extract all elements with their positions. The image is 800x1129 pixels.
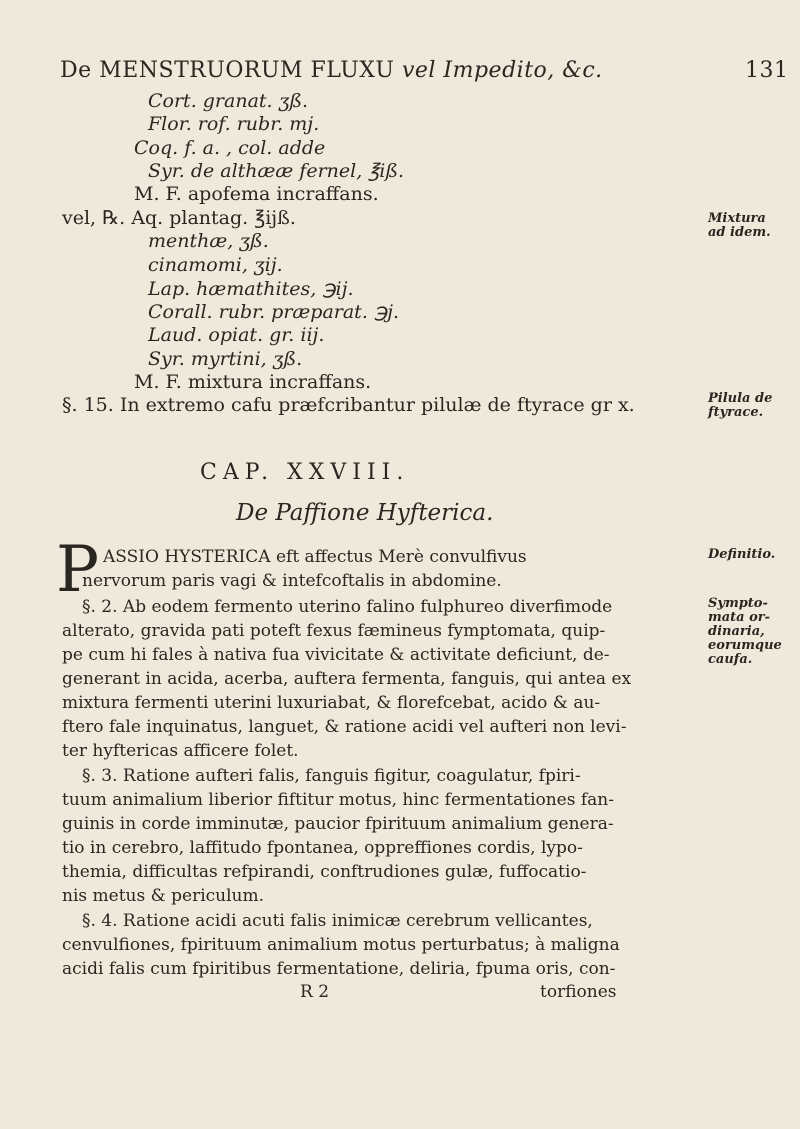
recipe-line: Cort. granat. ʒß. (148, 90, 309, 112)
body-line: themia, difficultas refpirandi, conftrudiones gulæ, fuffocatio- (62, 862, 587, 882)
body-line: mixtura fermenti uterini luxuriabat, & florefcebat, acido & au- (62, 693, 601, 713)
body-line: ter hyftericas afficere folet. (62, 741, 299, 761)
body-line: acidi falis cum fpiritibus fermentatione, deliria, fpuma oris, con- (62, 959, 616, 979)
recipe-line: Syr. myrtini, ʒß. (148, 348, 303, 370)
body-line: §. 3. Ratione aufteri falis, fanguis figitur, coagulatur, fpiri- (82, 766, 581, 786)
header-title: MENSTRUORUM FLUXU (99, 58, 395, 83)
body-line: ftero fale inquinatus, languet, & ratione acidi vel aufteri non levi- (62, 717, 627, 737)
recipe-line: Laud. opiat. gr. iij. (148, 324, 325, 346)
chapter-title: De Paffione Hyfterica. (236, 500, 494, 526)
recipe-line: Syr. de althææ fernel, ℥iß. (148, 160, 405, 182)
body-line: guinis in corde imminutæ, paucior fpirituum animalium genera- (62, 814, 614, 834)
page-number: 131 (745, 58, 789, 83)
body-line: cenvulfiones, fpirituum animalium motus perturbatus; à maligna (62, 935, 620, 955)
catchword: torfiones (540, 982, 617, 1002)
section-15: §. 15. In extremo cafu præfcribantur pilulæ de ftyrace gr x. (62, 394, 635, 416)
recipe-line: Flor. rof. rubr. mj. (148, 113, 320, 135)
recipe-line: cinamomi, ʒij. (148, 254, 283, 276)
body-line: nis metus & periculum. (62, 886, 265, 906)
margin-note-mixtura: Mixtura ad idem. (708, 211, 771, 240)
margin-note-definitio: Definitio. (708, 547, 776, 562)
recipe-line: Lap. hæmathites, ℈ij. (148, 278, 354, 300)
body-line: generant in acida, acerba, auftera fermenta, fanguis, qui antea ex (62, 669, 632, 689)
body-line: tuum animalium liberior fiftitur motus, hinc fermentationes fan- (62, 790, 614, 810)
body-line: §. 2. Ab eodem fermento uterino falino fulphureo diverfimode (82, 597, 613, 617)
recipe-line: Coq. f. a. , col. adde (134, 137, 326, 159)
margin-note-symptomata: Sympto- mata or- dinaria, eorumque caufa. (708, 596, 782, 667)
body-line: ASSIO HYSTERICA eft affectus Merè convulfivus (103, 547, 527, 567)
recipe-line: M. F. apofema incraffans. (134, 183, 379, 205)
body-line: tio in cerebro, laffitudo fpontanea, oppreffiones cordis, lypo- (62, 838, 583, 858)
recipe-line: M. F. mixtura incraffans. (134, 371, 372, 393)
header-title-tail: vel Impedito, &c. (401, 58, 603, 83)
body-line: alterato, gravida pati poteft fexus fæmineus fymptomata, quip- (62, 621, 606, 641)
recipe-line: vel, ℞. Aq. plantag. ℥ijß. (62, 207, 296, 229)
running-header (60, 60, 603, 82)
recipe-line: Corall. rubr. præparat. ℈j. (148, 301, 400, 323)
signature-mark: R 2 (300, 982, 330, 1002)
recipe-line: menthæ, ʒß. (148, 230, 269, 252)
header-left: De (60, 58, 92, 83)
body-line: pe cum hi fales à nativa fua vivicitate & activitate deficiunt, de- (62, 645, 610, 665)
margin-note-pilula: Pilula de ftyrace. (708, 391, 773, 420)
chapter-label: CAP. XXVIII. (200, 460, 410, 485)
body-line: §. 4. Ratione acidi acuti falis inimicæ cerebrum vellicantes, (82, 911, 593, 931)
body-line: nervorum paris vagi & intefcoftalis in abdomine. (82, 571, 502, 591)
drop-cap: P (56, 533, 100, 607)
